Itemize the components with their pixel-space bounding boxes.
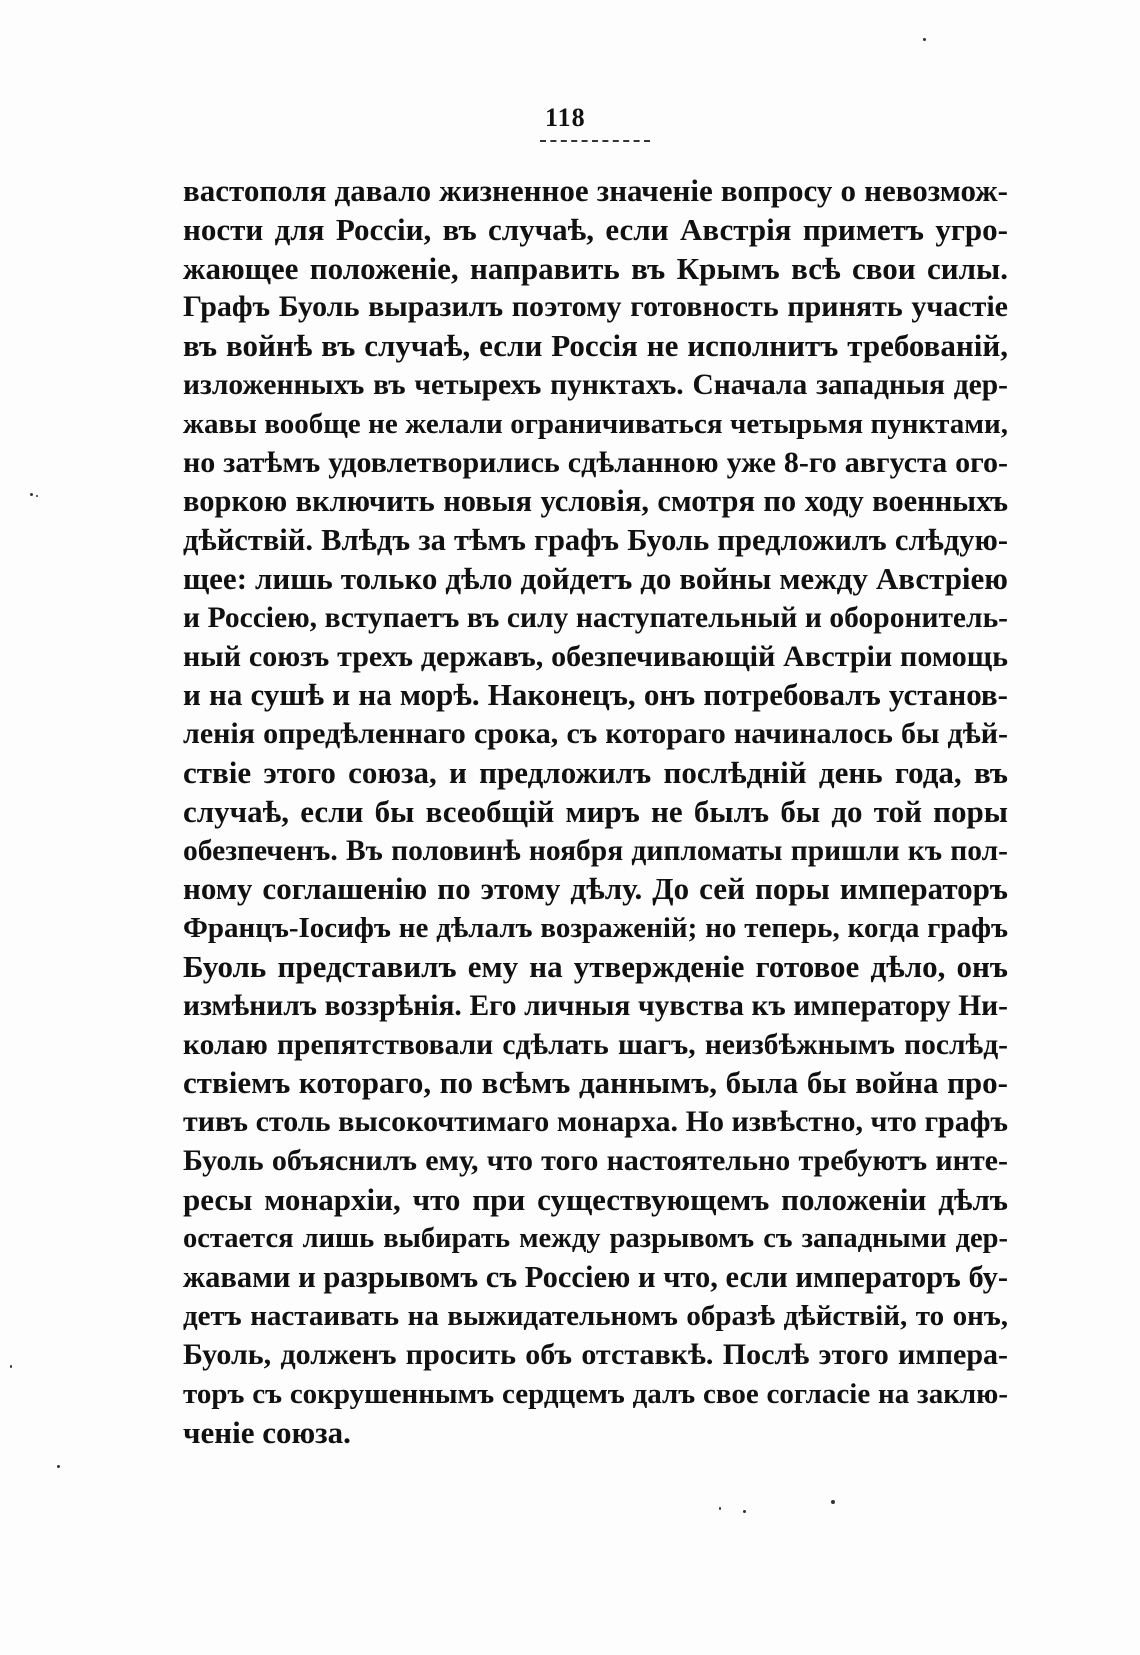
text-line: Буоль представилъ ему на утвержденіе готовое дѣло, онъ — [183, 948, 1008, 984]
text-line: жавы вообще не желали ограничиваться четырьмя пунктами, — [183, 407, 1008, 440]
text-line: ресы монархіи, что при существующемъ положеніи дѣлъ — [183, 1181, 1008, 1217]
page-number: 118 — [545, 103, 586, 132]
text-line: и на сушѣ и на морѣ. Наконецъ, онъ потребовалъ установ- — [183, 677, 1008, 713]
text-line: щее: лишь только дѣло дойдетъ до войны между Австріею — [183, 560, 1008, 596]
text-line: въ войнѣ въ случаѣ, если Россія не исполнитъ требованій, — [183, 328, 1008, 364]
text-line: ченіе союза. — [183, 1414, 351, 1450]
page-number-rule — [540, 140, 650, 142]
text-line: но затѣмъ удовлетворились сдѣланною уже 8-го августа ого- — [183, 445, 1008, 479]
text-line: дѣйствій. Влѣдъ за тѣмъ графъ Буоль предложилъ слѣдую- — [183, 523, 1008, 558]
text-line: тивъ столь высокочтимаго монарха. Но извѣстно, что графъ — [183, 1105, 1008, 1139]
text-line: торъ съ сокрушеннымъ сердцемъ далъ свое согласіе на заклю- — [183, 1377, 1008, 1410]
text-line: и Россіею, вступаетъ въ силу наступательный и оборонитель- — [183, 601, 1008, 634]
text-line: ствіемъ котораго, по всѣмъ даннымъ, была бы война про- — [183, 1065, 1008, 1101]
text-line: ный союзъ трехъ державъ, обезпечивающій Австріи помощь — [183, 639, 1008, 673]
text-line: воркою включить новыя условія, смотря по ходу военныхъ — [183, 484, 1008, 519]
text-line: ствіе этого союза, и предложилъ послѣдній день года, въ — [183, 754, 1008, 790]
scan-speck — [10, 1365, 12, 1368]
text-line: случаѣ, если бы всеобщій миръ не былъ бы до той поры — [183, 793, 1008, 829]
text-line: ности для Россіи, въ случаѣ, если Австрія приметъ угро- — [183, 211, 1008, 247]
scan-speck — [719, 1507, 721, 1510]
text-line: Францъ-Іосифъ не дѣлалъ возраженій; но теперь, когда графъ — [183, 912, 1008, 945]
text-line: жавами и разрывомъ съ Россіею и что, если императоръ бу- — [183, 1260, 1008, 1295]
text-line: колаю препятствовали сдѣлать шагъ, неизбѣжнымъ послѣд- — [183, 1028, 1008, 1061]
text-line: жающее положеніе, направить въ Крымъ всѣ свои силы. — [183, 250, 1008, 286]
text-line: измѣнилъ воззрѣнія. Его личныя чувства къ императору Ни- — [183, 989, 1008, 1022]
text-line: остается лишь выбирать между разрывомъ съ западными дер- — [183, 1222, 1008, 1254]
text-line: вастополя давало жизненное значеніе вопросу о невозмож- — [183, 173, 1008, 208]
scan-speck — [36, 495, 38, 497]
text-line: изложенныхъ въ четырехъ пунктахъ. Сначала западныя дер- — [183, 368, 1008, 401]
text-line: обезпеченъ. Въ половинѣ ноября дипломаты пришли къ пол- — [183, 834, 1008, 867]
scan-speck — [923, 38, 926, 41]
text-line: ленія опредѣленнаго срока, съ котораго начиналось бы дѣй- — [183, 717, 1008, 751]
scan-speck — [743, 1510, 746, 1513]
scan-speck — [30, 493, 33, 496]
text-line: детъ настаивать на выжидательномъ образѣ дѣйствій, то онъ, — [183, 1300, 1008, 1333]
body-text — [183, 172, 1008, 1452]
text-line: Графъ Буоль выразилъ поэтому готовность принять участіе — [183, 290, 1008, 324]
text-line: Буоль объяснилъ ему, что того настоятельно требуютъ инте- — [183, 1143, 1008, 1177]
text-line: Буоль, долженъ просить объ отставкѣ. Послѣ этого импера- — [183, 1337, 1008, 1371]
scan-speck — [57, 1465, 60, 1468]
scan-speck — [831, 1500, 835, 1504]
text-line: ному соглашенію по этому дѣлу. До сей поры императоръ — [183, 871, 1008, 907]
